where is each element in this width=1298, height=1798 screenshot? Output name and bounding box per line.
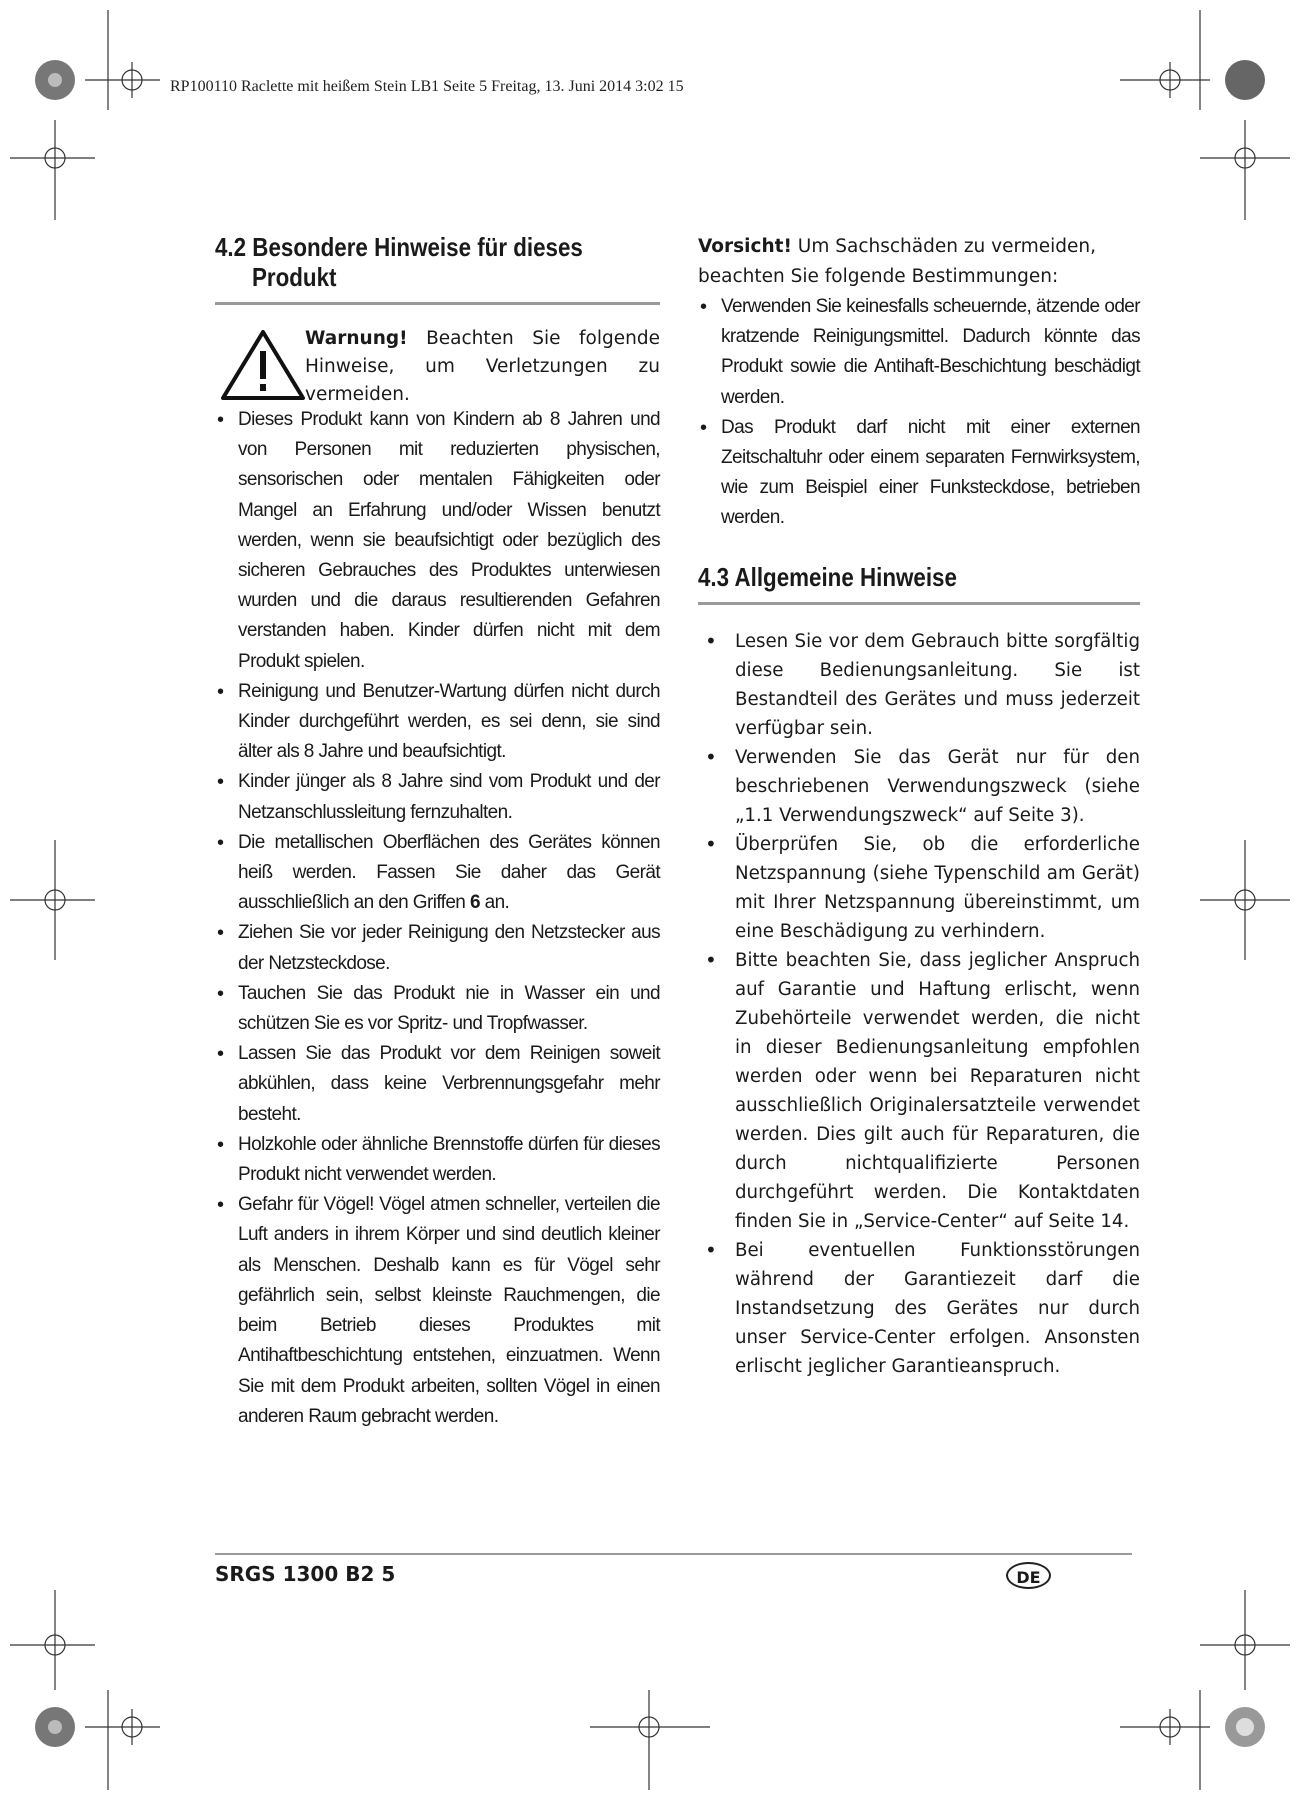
section-42-rule: [215, 302, 660, 305]
list-item: • Holzkohle oder ähnliche Brennstoffe dürfen für dieses Produkt nicht verwendet werden.: [215, 1130, 660, 1190]
warning-label: Warnung!: [305, 328, 408, 349]
list-item: • Reinigung und Benutzer-Wartung dürfen nicht durch Kinder durchgeführt werden, es sei denn, sie sind älter als 8 Jahre und beaufsichtigt.: [215, 677, 660, 768]
list-item: • Lesen Sie vor dem Gebrauch bitte sorgfältig diese Bedienungsanleitung. Sie ist Bestandteil des Gerätes und muss jederzeit verfügbar sein.: [698, 627, 1140, 743]
list-item: • Verwenden Sie das Gerät nur für den beschriebenen Verwendungszweck (siehe „1.1 Verwendungszweck“ auf Seite 3).: [698, 743, 1140, 830]
footer-model-page: SRGS 1300 B2 5: [215, 1562, 396, 1586]
caution-message: Um Sachschäden zu vermeiden, beachten Sie folgende Bestimmungen:: [698, 236, 1097, 287]
list-item-text-end: an.: [479, 892, 510, 914]
list-item: • Ziehen Sie vor jeder Reinigung den Netzstecker aus der Netzsteckdose.: [215, 918, 660, 978]
section-43-rule: [698, 602, 1140, 605]
list-item: • Verwenden Sie keinesfalls scheuernde, ätzende oder kratzende Reinigungsmittel. Dadurch könnte das Produkt sowie die Antihaft-Beschichtung beschädigt werden.: [698, 292, 1140, 413]
warning-message: Beachten Sie folgende Hinweise, um Verletzungen zu vermeiden.: [305, 328, 660, 405]
right-column: [698, 232, 1140, 1381]
list-item: • Kinder jünger als 8 Jahre sind vom Produkt und der Netzanschlussleitung fernzuhalten.: [215, 767, 660, 827]
warning-box: [215, 325, 660, 403]
list-item: • Das Produkt darf nicht mit einer externen Zeitschaltuhr oder einem separaten Fernwirksystem, wie zum Beispiel einer Funksteckdose, betrieben werden.: [698, 413, 1140, 534]
warning-text: [305, 325, 660, 409]
section-42-title: [215, 232, 659, 292]
list-item: • Lassen Sie das Produkt vor dem Reinigen soweit abkühlen, dass keine Verbrennungsgefahr mehr besteht.: [215, 1039, 660, 1130]
list-item: • Überprüfen Sie, ob die erforderliche Netzspannung (siehe Typenschild am Gerät) mit Ihrer Netzspannung übereinstimmt, um eine Beschädigung zu verhindern.: [698, 830, 1140, 946]
section-42-title-line2: Produkt: [251, 262, 337, 292]
caution-label: Vorsicht!: [698, 236, 792, 257]
caution-list: [698, 292, 1140, 534]
list-item: • Tauchen Sie das Produkt nie in Wasser ein und schützen Sie es vor Spritz- und Tropfwasser.: [215, 979, 660, 1039]
list-item: • Bei eventuellen Funktionsstörungen während der Garantiezeit darf die Instandsetzung des Gerätes nur durch unser Service-Center erfolgen. Ansonsten erlischt jeglicher Garantieanspruch.: [698, 1236, 1140, 1381]
section-43-title: 4.3 Allgemeine Hinweise: [698, 561, 957, 592]
footer-rule: [215, 1553, 1132, 1555]
part-number: 6: [469, 892, 480, 914]
list-item-text: Die metallischen Oberflächen des Gerätes können heiß werden. Fassen Sie daher das Gerät ausschließlich an den Griffen: [238, 831, 660, 914]
left-column: [215, 232, 660, 1432]
list-item: [215, 828, 660, 919]
section-42-list: [215, 405, 660, 1432]
list-item: • Dieses Produkt kann von Kindern ab 8 Jahren und von Personen mit reduzierten physischen, sensorischen oder mentalen Fähigkeiten oder Mangel an Erfahrung und/oder Wissen benutzt werden, wenn sie beaufsichtigt oder bezüglich des sicheren Gebrauches des Produktes unterwiesen wurden und die daraus resultierenden Gefahren verstanden haben. Kinder dürfen nicht mit dem Produkt spielen.: [215, 405, 660, 677]
list-item: • Gefahr für Vögel! Vögel atmen schneller, verteilen die Luft anders in ihrem Körper und sind deutlich kleiner als Menschen. Deshalb kann es für Vögel sehr gefährlich sein, selbst kleinste Rauchmengen, die beim Betrieb dieses Produktes mit Antihaftbeschichtung entstehen, einzuatmen. Wenn Sie mit dem Produkt arbeiten, sollten Vögel in einen anderen Raum gebracht werden.: [215, 1190, 660, 1432]
caution-lead: [698, 232, 1140, 292]
section-43-list: [698, 627, 1140, 1381]
print-header: RP100110 Raclette mit heißem Stein LB1 Seite 5 Freitag, 13. Juni 2014 3:02 15: [170, 78, 684, 95]
language-badge: DE: [1006, 1562, 1051, 1589]
section-42-title-line1: 4.2 Besondere Hinweise für dieses: [215, 232, 583, 262]
warning-triangle-icon: [220, 329, 306, 401]
list-item: • Bitte beachten Sie, dass jeglicher Anspruch auf Garantie und Haftung erlischt, wenn Zubehörteile verwendet werden, die nicht in dieser Bedienungsanleitung empfohlen werden oder wenn bei Reparaturen nicht ausschließlich Originalersatzteile verwendet werden. Dies gilt auch für Reparaturen, die durch nichtqualifizierte Personen durchgeführt werden. Die Kontaktdaten finden Sie in „Service-Center“ auf Seite 14.: [698, 946, 1140, 1236]
